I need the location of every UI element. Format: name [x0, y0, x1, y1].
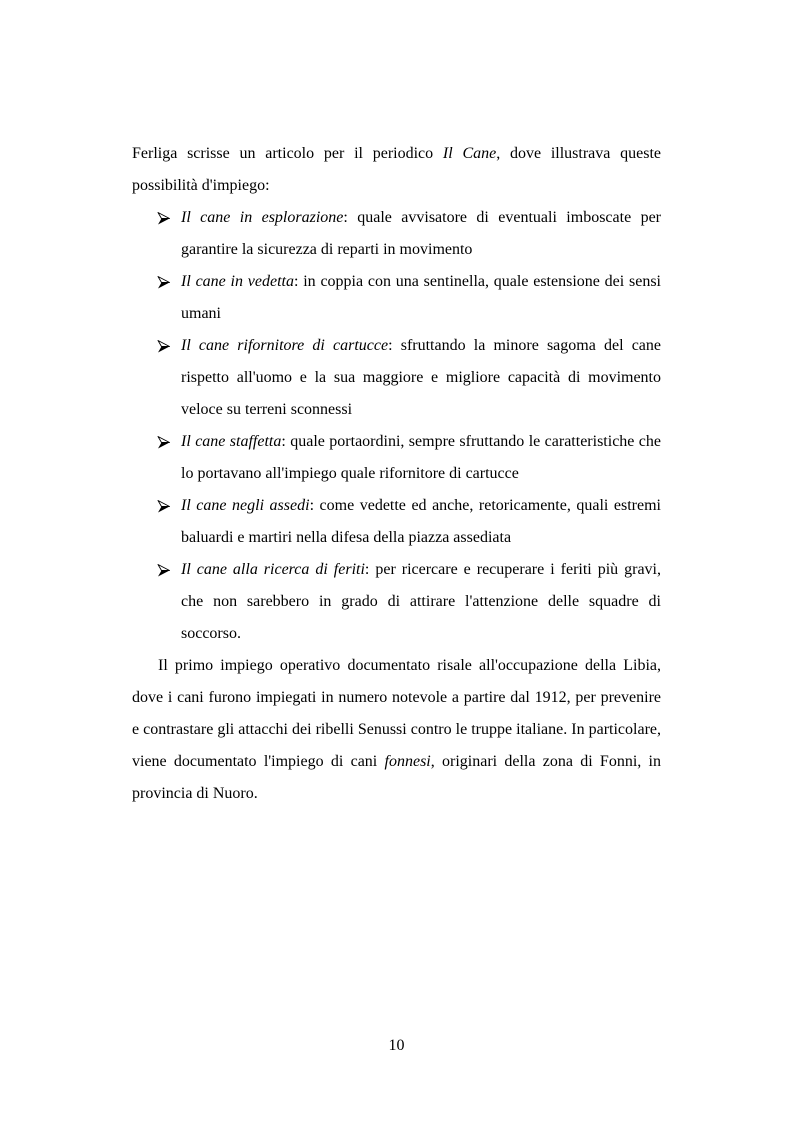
list-item	[132, 266, 661, 330]
use-description: : quale portaordini, sempre sfruttando le caratteristiche che lo portavano all'impiego quale rifornitore di cartucce	[181, 433, 662, 482]
dog-breed-term: fonnesi	[384, 753, 431, 770]
closing-text-before: Il primo impiego operativo documentato risale all'occupazione della Libia, dove i cani furono impiegati in numero notevole a partire dal 1912, per prevenire e contrastare gli attacchi dei ribelli Senussi contro le truppe italiane. In particolare, viene documentato l'impiego di cani	[132, 657, 661, 770]
use-description: : in coppia con una sentinella, quale estensione dei sensi umani	[181, 273, 661, 322]
arrowhead-bullet-icon	[157, 340, 170, 353]
use-term: Il cane staffetta	[181, 433, 282, 450]
arrowhead-bullet-icon	[157, 500, 170, 513]
arrowhead-bullet-icon	[157, 564, 170, 577]
use-term: Il cane alla ricerca di feriti	[181, 561, 365, 578]
use-term: Il cane rifornitore di cartucce	[181, 337, 389, 354]
list-item	[132, 426, 661, 490]
use-description: : come vedette ed anche, retoricamente, quali estremi baluardi e martiri nella difesa della piazza assediata	[181, 497, 661, 546]
arrowhead-bullet-icon	[157, 436, 170, 449]
use-description: : per ricercare e recuperare i feriti più gravi, che non sarebbero in grado di attirare l'attenzione delle squadre di soccorso.	[181, 561, 662, 642]
use-description: : quale avvisatore di eventuali imboscate per garantire la sicurezza di reparti in movimento	[181, 209, 661, 258]
list-item	[132, 330, 661, 426]
arrowhead-bullet-icon	[157, 212, 170, 225]
list-item	[132, 554, 661, 650]
page-body	[132, 138, 661, 810]
list-item	[132, 490, 661, 554]
closing-text-after: , originari della zona di Fonni, in provincia di Nuoro.	[132, 753, 661, 802]
periodical-title: Il Cane	[442, 145, 497, 162]
use-description: : sfruttando la minore sagoma del cane rispetto all'uomo e la sua maggiore e migliore capacità di movimento veloce su terreni sconnessi	[181, 337, 662, 418]
closing-paragraph	[132, 650, 661, 810]
page-number: 10	[388, 1037, 405, 1054]
use-term: Il cane negli assedi	[181, 497, 310, 514]
intro-text-after: , dove illustrava queste possibilità d'impiego:	[132, 145, 662, 194]
intro-text-before: Ferliga scrisse un articolo per il periodico	[132, 145, 443, 162]
uses-list	[132, 202, 661, 650]
intro-paragraph	[132, 138, 661, 202]
list-item	[132, 202, 661, 266]
use-term: Il cane in vedetta	[181, 273, 294, 290]
arrowhead-bullet-icon	[157, 276, 170, 289]
use-term: Il cane in esplorazione	[181, 209, 344, 226]
